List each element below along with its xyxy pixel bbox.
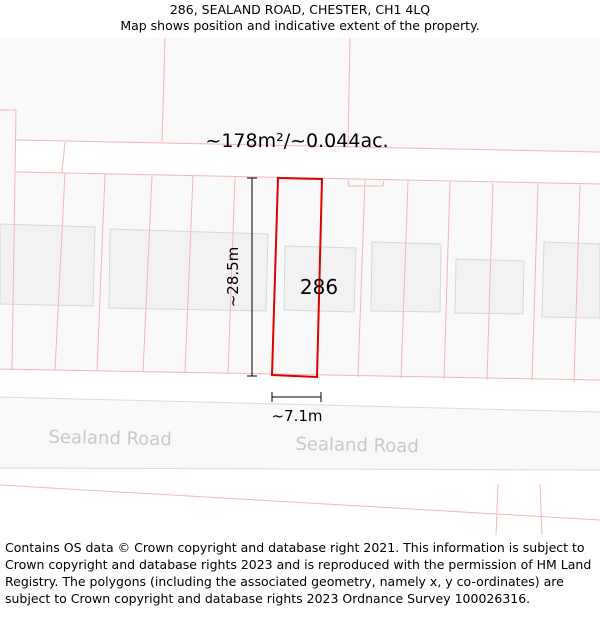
property-address: 286, SEALAND ROAD, CHESTER, CH1 4LQ (169, 2, 431, 17)
copyright-notice: Contains OS data © Crown copyright and database right 2021. This information is subject to Crown copyright and database rights 2023 and is reproduced with the permission of HM Land Registry. The polygons (including the associated geometry, namely x, y co-ordinates) are subject to Crown copyright and database rights 2023 Ordnance Survey 100026316. (5, 540, 592, 606)
map-canvas[interactable] (0, 38, 600, 535)
road-name-label-right: Sealand Road (295, 433, 419, 458)
map-svg (0, 38, 600, 535)
plot-number-label: 286 (299, 275, 339, 299)
map-header (0, 0, 600, 38)
area-label: ~178m²/~0.044ac. (205, 130, 389, 152)
map-subtitle: Map shows position and indicative extent of the property. (120, 18, 480, 33)
height-label: ~28.5m (224, 246, 242, 308)
lower-road-surface (0, 468, 600, 535)
building (371, 242, 441, 312)
width-label: ~7.1m (271, 407, 323, 425)
road-name-label-left: Sealand Road (48, 426, 172, 451)
building (542, 242, 600, 318)
